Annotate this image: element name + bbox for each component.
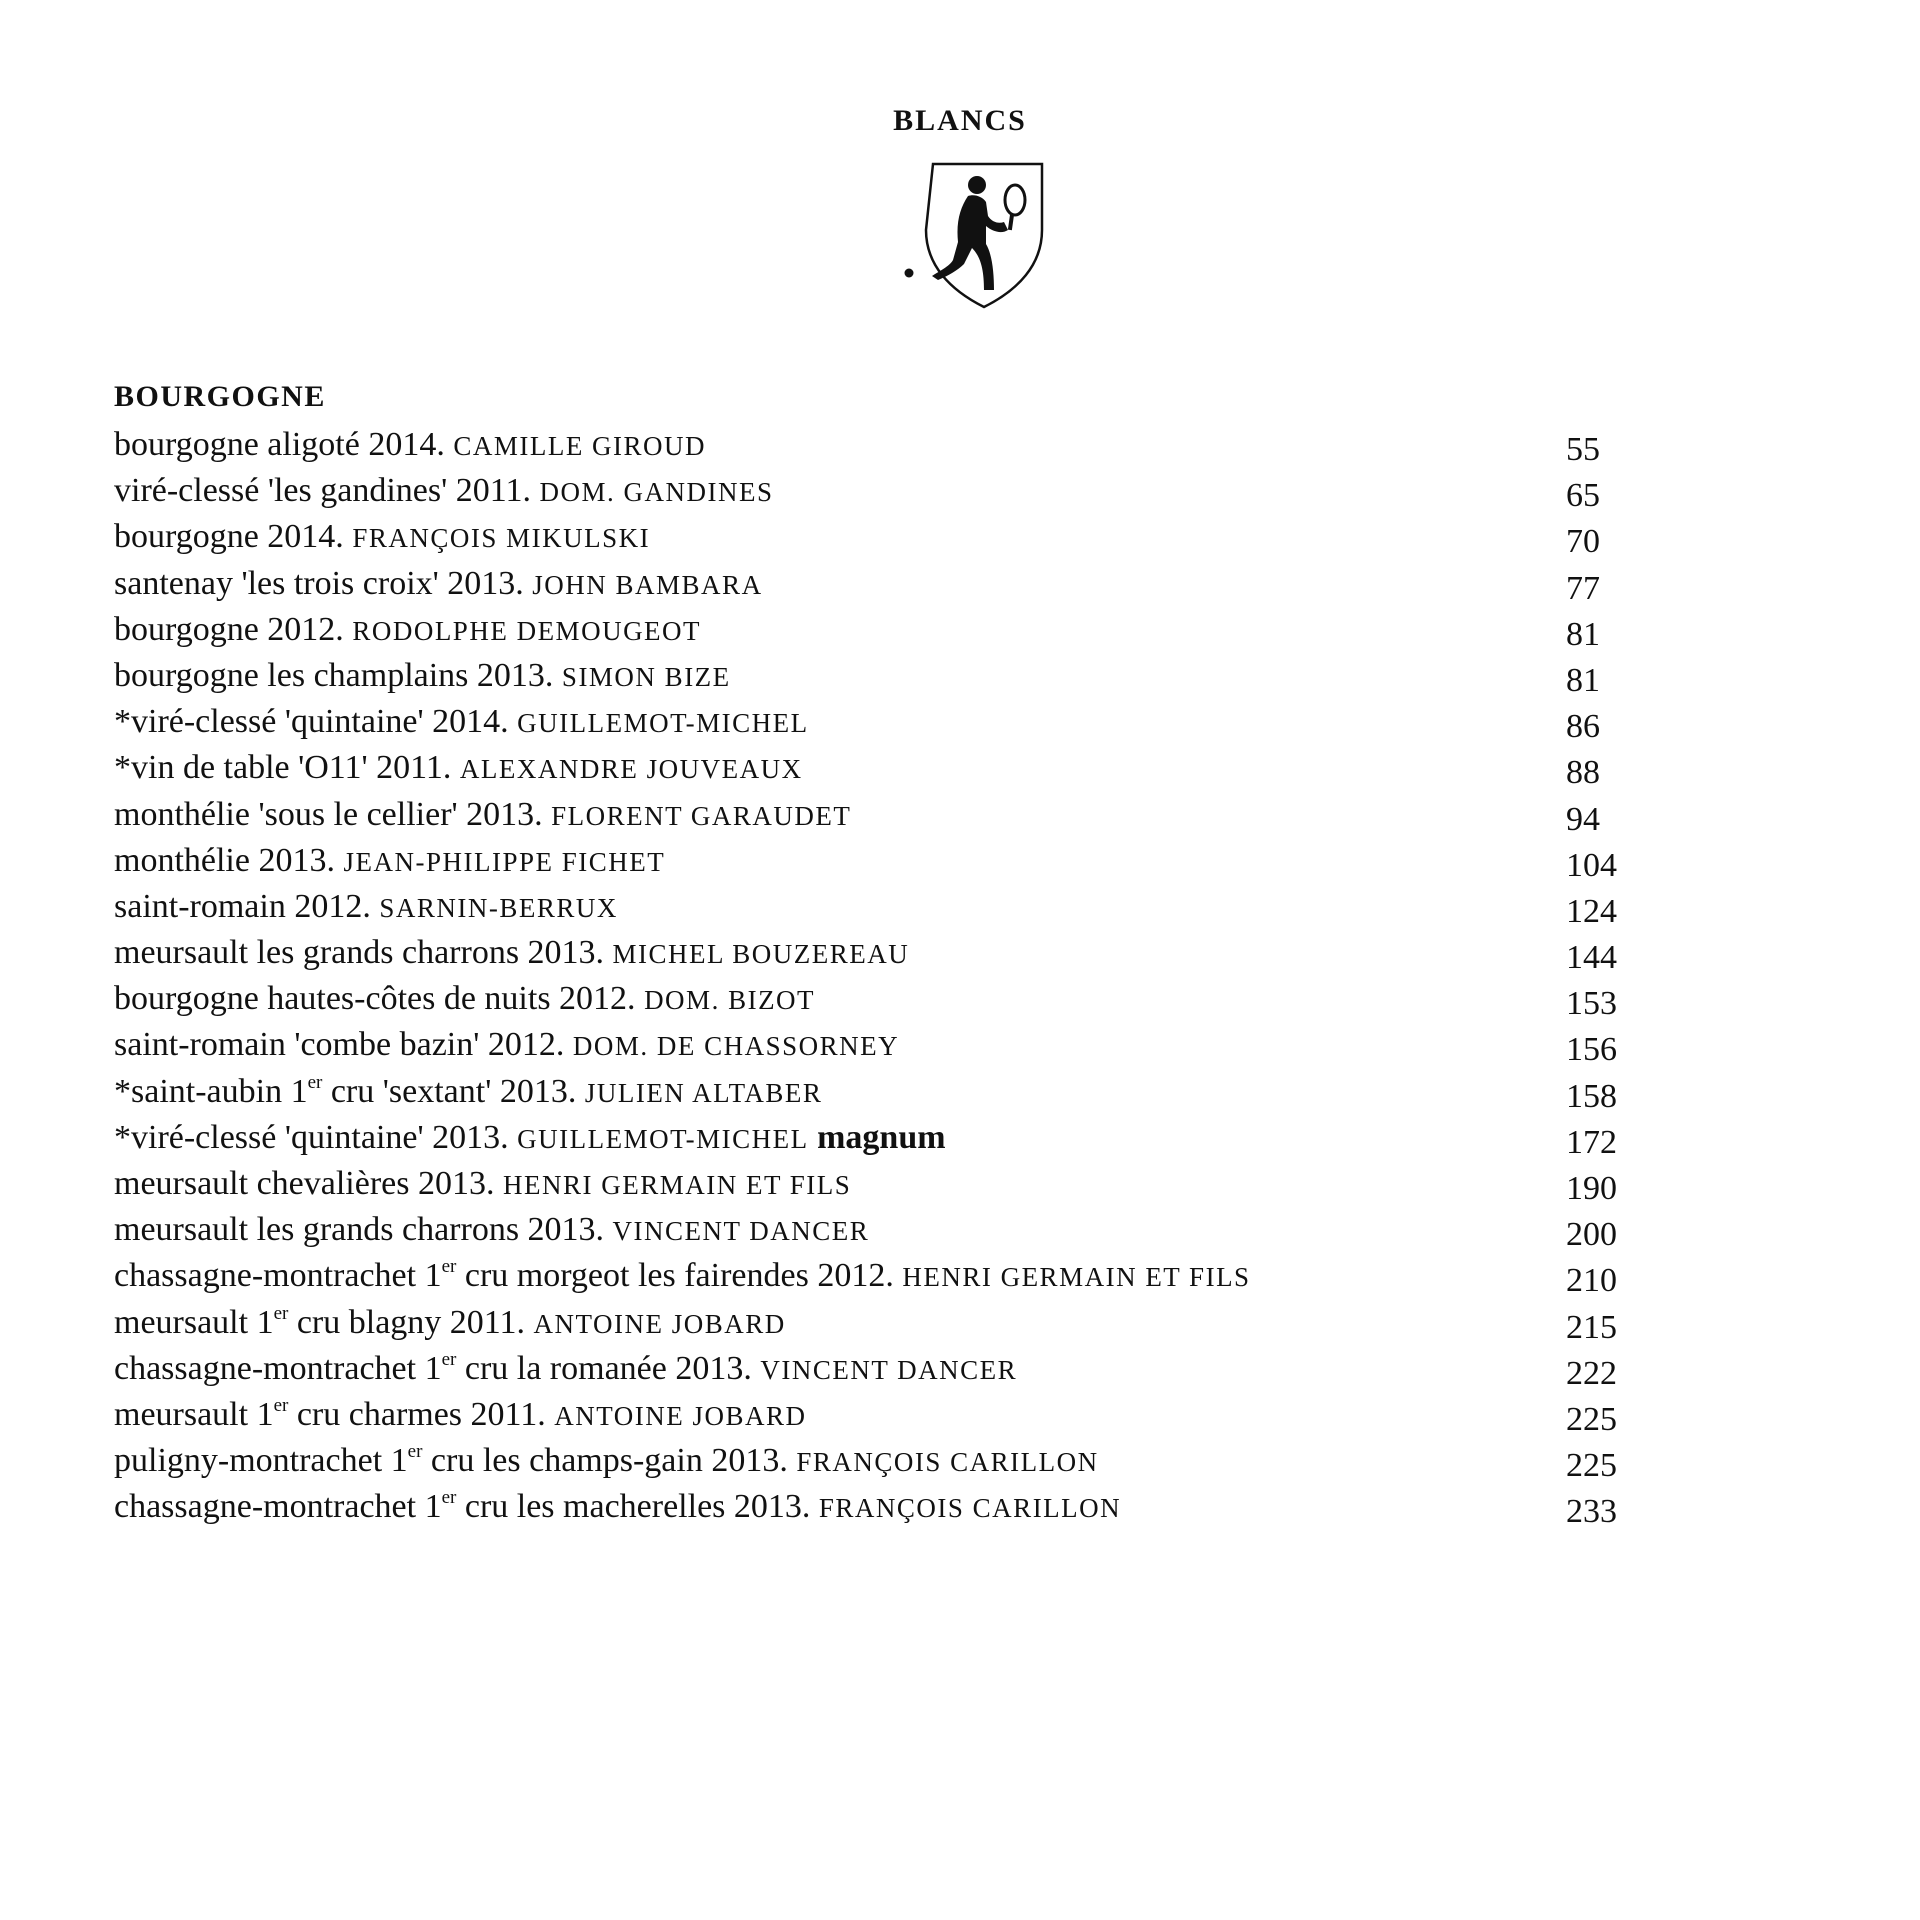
wine-row bbox=[114, 422, 1674, 468]
wine-name bbox=[114, 1211, 869, 1248]
wine-appellation: meursault 1 bbox=[114, 1395, 274, 1433]
wine-producer: SARNIN-BERRUX bbox=[379, 892, 618, 923]
cru-superscript: er bbox=[307, 1071, 323, 1093]
wine-producer: GUILLEMOT-MICHEL bbox=[517, 708, 809, 739]
wine-name bbox=[114, 980, 815, 1017]
wine-appellation: meursault les grands charrons 2013. bbox=[114, 1211, 605, 1249]
wine-appellation: bourgogne hautes-côtes de nuits 2012. bbox=[114, 980, 636, 1018]
wine-row bbox=[114, 468, 1674, 514]
cru-superscript: er bbox=[273, 1302, 289, 1324]
wine-price: 55 bbox=[1566, 431, 1600, 468]
wine-price: 210 bbox=[1566, 1262, 1617, 1300]
wine-appellation-rest: cru charmes 2011. bbox=[288, 1395, 546, 1433]
wine-appellation: meursault 1 bbox=[114, 1303, 274, 1341]
wine-price: 158 bbox=[1566, 1077, 1617, 1115]
wine-name bbox=[114, 472, 773, 509]
wine-appellation: puligny-montrachet 1 bbox=[114, 1442, 408, 1480]
wine-name bbox=[114, 518, 650, 555]
cru-superscript: er bbox=[441, 1348, 457, 1370]
wine-appellation: saint-romain 2012. bbox=[114, 887, 371, 925]
wine-appellation: chassagne-montrachet 1 bbox=[114, 1257, 442, 1295]
wine-appellation: bourgogne les champlains 2013. bbox=[114, 656, 554, 694]
wine-producer: FRANÇOIS CARILLON bbox=[796, 1447, 1099, 1478]
wine-price: 190 bbox=[1566, 1170, 1617, 1207]
wine-appellation: vin de table 'O11' 2011. bbox=[131, 749, 452, 787]
wine-name bbox=[114, 611, 701, 648]
wine-producer: RODOLPHE DEMOUGEOT bbox=[352, 615, 702, 646]
wine-row bbox=[114, 1484, 1674, 1530]
wine-name bbox=[114, 796, 851, 833]
wine-price: 86 bbox=[1566, 708, 1600, 746]
wine-producer: JULIEN ALTABER bbox=[584, 1077, 823, 1108]
wine-appellation: saint-romain 'combe bazin' 2012. bbox=[114, 1026, 565, 1064]
wine-appellation: viré-clessé 'quintaine' 2013. bbox=[131, 1118, 509, 1156]
cru-superscript: er bbox=[273, 1394, 289, 1416]
wine-appellation: bourgogne 2014. bbox=[114, 518, 344, 556]
wine-row bbox=[114, 699, 1674, 745]
wine-price: 225 bbox=[1566, 1400, 1617, 1438]
wine-row bbox=[114, 1346, 1674, 1392]
wine-producer: MICHEL BOUZEREAU bbox=[612, 939, 910, 970]
wine-appellation: chassagne-montrachet 1 bbox=[114, 1349, 442, 1387]
page-title: BLANCS bbox=[893, 104, 1027, 137]
wine-row bbox=[114, 838, 1674, 884]
wine-row bbox=[114, 1392, 1674, 1438]
wine-producer: VINCENT DANCER bbox=[612, 1216, 870, 1247]
wine-name bbox=[114, 657, 731, 694]
wine-appellation-rest: cru morgeot les fairendes 2012. bbox=[456, 1257, 894, 1295]
wine-appellation: bourgogne 2012. bbox=[114, 610, 344, 648]
wine-name bbox=[114, 1396, 807, 1433]
wine-appellation: santenay 'les trois croix' 2013. bbox=[114, 564, 524, 602]
wine-price: 77 bbox=[1566, 569, 1600, 607]
wine-price: 104 bbox=[1566, 846, 1617, 884]
wine-appellation-rest: cru les champs-gain 2013. bbox=[422, 1442, 788, 1480]
wine-producer: HENRI GERMAIN ET FILS bbox=[902, 1262, 1251, 1293]
wine-row bbox=[114, 1161, 1674, 1207]
recommended-marker: * bbox=[114, 703, 131, 741]
wine-producer: ANTOINE JOBARD bbox=[533, 1308, 786, 1339]
wine-appellation: monthélie 2013. bbox=[114, 841, 335, 879]
player-silhouette bbox=[932, 176, 1025, 290]
wine-name bbox=[114, 749, 803, 786]
wine-producer: DOM. GANDINES bbox=[539, 477, 774, 508]
wine-appellation: saint-aubin 1 bbox=[131, 1072, 308, 1110]
wine-producer: CAMILLE GIROUD bbox=[453, 431, 707, 461]
wine-price: 200 bbox=[1566, 1216, 1617, 1254]
wine-row bbox=[114, 1115, 1674, 1161]
recommended-marker: * bbox=[114, 749, 131, 787]
wine-appellation: meursault chevalières 2013. bbox=[114, 1165, 495, 1202]
wine-name bbox=[114, 1257, 1251, 1294]
wine-name bbox=[114, 842, 665, 879]
wine-row bbox=[114, 514, 1674, 560]
wine-name bbox=[114, 1165, 851, 1202]
wine-price: 144 bbox=[1566, 939, 1617, 977]
wine-producer: FLORENT GARAUDET bbox=[551, 800, 852, 831]
wine-row bbox=[114, 1438, 1674, 1484]
wine-appellation-rest: cru blagny 2011. bbox=[288, 1303, 526, 1341]
wine-producer: JEAN-PHILIPPE FICHET bbox=[343, 846, 666, 877]
wine-row bbox=[114, 561, 1674, 607]
cru-superscript: er bbox=[407, 1441, 423, 1463]
wine-price: 81 bbox=[1566, 661, 1600, 699]
wine-row bbox=[114, 1022, 1674, 1068]
wine-producer: GUILLEMOT-MICHEL bbox=[517, 1123, 809, 1154]
wine-name bbox=[114, 1026, 899, 1063]
wine-row bbox=[114, 653, 1674, 699]
wine-price: 153 bbox=[1566, 985, 1617, 1023]
wine-name bbox=[114, 1350, 1017, 1387]
recommended-marker: * bbox=[114, 1118, 131, 1156]
wine-appellation-rest: cru la romanée 2013. bbox=[456, 1349, 752, 1387]
wine-price: 81 bbox=[1566, 615, 1600, 653]
wine-row bbox=[114, 1253, 1674, 1299]
wine-name bbox=[114, 1442, 1099, 1479]
wine-price: 156 bbox=[1566, 1031, 1617, 1069]
wine-row bbox=[114, 745, 1674, 791]
wine-row bbox=[114, 607, 1674, 653]
wine-list bbox=[114, 422, 1674, 1531]
wine-appellation: bourgogne aligoté 2014. bbox=[114, 426, 445, 463]
wine-producer: ANTOINE JOBARD bbox=[554, 1400, 807, 1431]
cru-superscript: er bbox=[441, 1487, 457, 1509]
wine-producer: HENRI GERMAIN ET FILS bbox=[502, 1170, 852, 1200]
wine-appellation: chassagne-montrachet 1 bbox=[114, 1488, 442, 1526]
wine-row bbox=[114, 1300, 1674, 1346]
recommended-marker: * bbox=[114, 1072, 131, 1110]
cru-superscript: er bbox=[441, 1256, 457, 1278]
wine-name bbox=[114, 1073, 822, 1110]
tennis-player-crest-icon bbox=[898, 160, 1048, 312]
wine-producer: ALEXANDRE JOUVEAUX bbox=[459, 754, 803, 785]
wine-price: 233 bbox=[1566, 1493, 1617, 1531]
wine-appellation-rest: cru les macherelles 2013. bbox=[456, 1488, 811, 1526]
wine-price: 225 bbox=[1566, 1447, 1617, 1485]
bottle-format: magnum bbox=[817, 1118, 946, 1156]
wine-producer: FRANÇOIS CARILLON bbox=[818, 1493, 1122, 1524]
wine-price: 65 bbox=[1566, 477, 1600, 515]
wine-appellation: viré-clessé 'quintaine' 2014. bbox=[131, 703, 509, 741]
wine-row bbox=[114, 930, 1674, 976]
wine-appellation: viré-clessé 'les gandines' 2011. bbox=[114, 472, 531, 510]
wine-price: 215 bbox=[1566, 1308, 1617, 1346]
wine-producer: FRANÇOIS MIKULSKI bbox=[352, 523, 651, 554]
wine-price: 124 bbox=[1566, 892, 1617, 930]
wine-name bbox=[114, 888, 618, 925]
wine-name bbox=[114, 565, 763, 602]
wine-producer: JOHN BAMBARA bbox=[532, 569, 763, 600]
wine-price: 222 bbox=[1566, 1354, 1617, 1392]
wine-row bbox=[114, 884, 1674, 930]
wine-appellation-rest: cru 'sextant' 2013. bbox=[322, 1072, 577, 1110]
wine-name bbox=[114, 426, 706, 463]
wine-price: 94 bbox=[1566, 800, 1600, 838]
wine-name bbox=[114, 1119, 946, 1156]
wine-appellation: monthélie 'sous le cellier' 2013. bbox=[114, 795, 543, 833]
wine-producer: DOM. BIZOT bbox=[644, 985, 816, 1016]
wine-price: 172 bbox=[1566, 1123, 1617, 1161]
wine-producer: VINCENT DANCER bbox=[760, 1354, 1018, 1385]
wine-row bbox=[114, 1069, 1674, 1115]
section-heading: BOURGOGNE bbox=[114, 380, 326, 413]
wine-row bbox=[114, 976, 1674, 1022]
wine-price: 70 bbox=[1566, 523, 1600, 561]
wine-producer: DOM. DE CHASSORNEY bbox=[572, 1031, 900, 1062]
wine-name bbox=[114, 703, 809, 740]
wine-name bbox=[114, 1304, 786, 1341]
wine-name bbox=[114, 1488, 1121, 1525]
wine-price: 88 bbox=[1566, 754, 1600, 792]
wine-row bbox=[114, 792, 1674, 838]
wine-appellation: meursault les grands charrons 2013. bbox=[114, 934, 605, 972]
wine-name bbox=[114, 934, 909, 971]
dot-mark bbox=[905, 269, 914, 278]
wine-producer: SIMON BIZE bbox=[561, 661, 731, 692]
wine-row bbox=[114, 1207, 1674, 1253]
